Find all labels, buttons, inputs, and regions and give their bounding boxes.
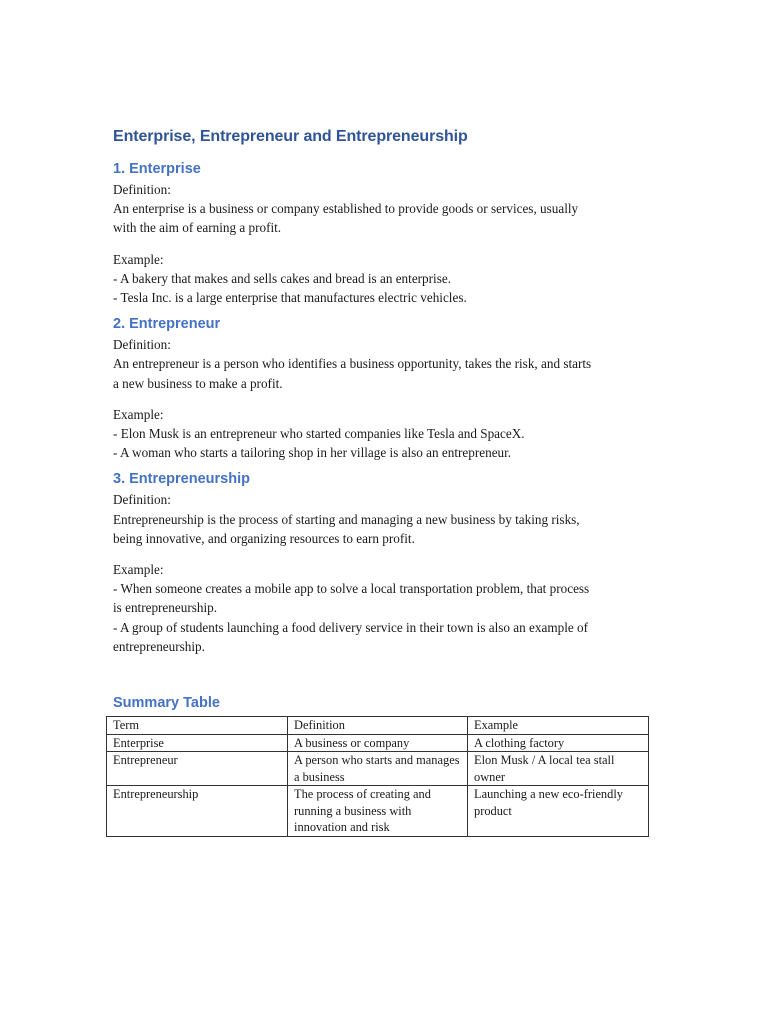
- table-cell: Entrepreneurship: [107, 786, 288, 837]
- table-cell: Elon Musk / A local tea stall owner: [468, 752, 649, 786]
- example-label: Example:: [113, 406, 164, 422]
- definition-line: being innovative, and organizing resources to earn profit.: [113, 530, 415, 546]
- table-row: [107, 786, 649, 837]
- section-entrepreneurship: [113, 469, 658, 656]
- section-enterprise: [113, 159, 658, 307]
- definition-label: Definition:: [113, 337, 171, 353]
- section-heading: 1. Enterprise: [113, 161, 201, 177]
- definition-label: Definition:: [113, 182, 171, 197]
- table-header-cell: Term: [107, 717, 288, 735]
- table-row: [107, 752, 649, 786]
- example-line: - When someone creates a mobile app to solve a local transportation problem, that process: [113, 581, 590, 597]
- definition-line: with the aim of earning a profit.: [113, 220, 282, 236]
- definition-line: a new business to make a profit.: [113, 375, 283, 391]
- table-cell: A clothing factory: [468, 734, 649, 752]
- document-page: [113, 123, 658, 656]
- section-heading: 2. Entrepreneur: [113, 316, 221, 333]
- definition-label: Definition:: [113, 492, 171, 508]
- example-line: is entrepreneurship.: [113, 600, 217, 616]
- table-cell: The process of creating and running a business with innovation and risk: [288, 786, 468, 837]
- table-cell: Entrepreneur: [107, 752, 288, 786]
- example-line: - A group of students launching a food delivery service in their town is also an example of: [113, 619, 588, 635]
- summary-table: [106, 716, 649, 837]
- table-cell: A business or company: [288, 734, 468, 752]
- table-header-cell: Example: [468, 717, 649, 735]
- example-line: - Tesla Inc. is a large enterprise that manufactures electric vehicles.: [113, 290, 467, 306]
- table-row: [107, 734, 649, 752]
- example-line: entrepreneurship.: [113, 638, 205, 654]
- example-line: - Elon Musk is an entrepreneur who started companies like Tesla and SpaceX.: [113, 426, 525, 442]
- definition-line: Entrepreneurship is the process of starting and managing a new business by taking risks,: [113, 511, 580, 527]
- section-heading: 3. Entrepreneurship: [113, 471, 250, 488]
- document-title: Enterprise, Entrepreneur and Entrepreneurship: [113, 128, 468, 145]
- table-cell: A person who starts and manages a business: [288, 752, 468, 786]
- example-line: - A bakery that makes and sells cakes and bread is an enterprise.: [113, 270, 451, 286]
- table-cell: Enterprise: [107, 734, 288, 752]
- summary-table-heading: Summary Table: [113, 695, 220, 711]
- table-cell: Launching a new eco-friendly product: [468, 786, 649, 837]
- example-line: - A woman who starts a tailoring shop in her village is also an entrepreneur.: [113, 445, 512, 461]
- section-entrepreneur: [113, 314, 658, 462]
- definition-line: An enterprise is a business or company established to provide goods or services, usually: [113, 201, 579, 217]
- definition-line: An entrepreneur is a person who identifies a business opportunity, takes the risk, and starts: [113, 356, 592, 372]
- table-header-row: [107, 717, 649, 735]
- table-header-cell: Definition: [288, 717, 468, 735]
- example-label: Example:: [113, 562, 164, 578]
- example-label: Example:: [113, 251, 164, 267]
